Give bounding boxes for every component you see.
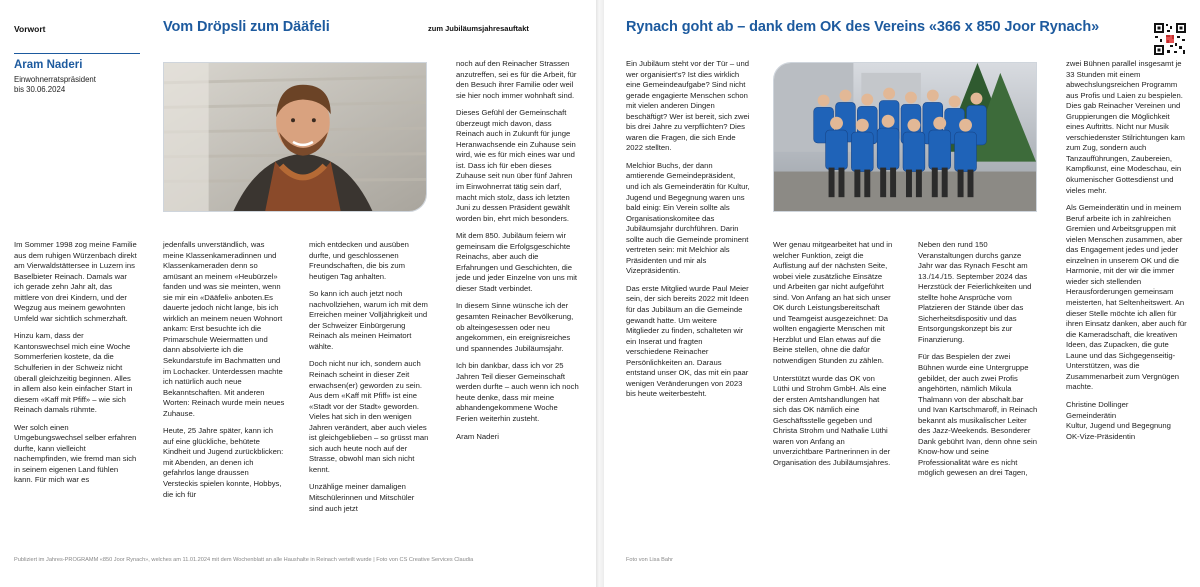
paragraph: Wer solch einen Umgebungswechsel selber erfahren durfte, kann vielleicht nachempfinden, wie fremd man sich in seinem eigenen Land fühlen kann. Für mich war es xyxy=(14,422,137,485)
topic-label: zum Jubiläumsjahresauftakt xyxy=(428,24,529,33)
author-role-line2: bis 30.06.2024 xyxy=(14,85,66,94)
paragraph: Neben den rund 150 Veranstaltungen durchs ganze Jahr war das Rynach Fescht am 13./14./15. September 2024 das Herzstück der Feierlichkeiten und stellte hohe Ansprüche vom Platzieren der Stände über das Sicherheitsdispositiv und das Entsorgungskonzept bis zur Finanzierung. xyxy=(918,240,1032,344)
paragraph: Mit dem 850. Jubiläum feiern wir gemeinsam die Erfolgsgeschichte Reinachs, aber auch die Erfahrungen und Geschichten, die jede und jeder Einzelne von uns mit dieser Stadt verbindet. xyxy=(456,231,578,293)
paragraph: So kann ich auch jetzt noch nachvollziehen, warum ich mit dem Erreichen meiner Volljährigkeit und der Schweizer Einbürgerung Reinach als meinen Heimatort wählte. xyxy=(309,289,428,351)
author-name: Aram Naderi xyxy=(14,59,83,71)
paragraph: Das erste Mitglied wurde Paul Meier sein, der sich bereits 2022 mit Ideen für das Jubiläum an die Gemeinde gewandt hatte. Um weitere Mitglieder zu finden, schalteten wir ein Inserat und fragten verschiedene Reinacher Persönlichkeiten an. Daraus entstand unser OK, das mit ein paar wenigen Veränderungen von 2023 bis heute weiterbesteht. xyxy=(626,283,749,399)
paragraph: Unzählige meiner damaligen Mitschülerinnen und Mitschüler sind auch jetzt xyxy=(309,482,415,513)
right-page xyxy=(604,0,1200,587)
qr-code-icon[interactable] xyxy=(1153,22,1187,56)
left-page xyxy=(0,0,596,587)
right-headline: Rynach goht ab – dank dem OK des Vereins «366 x 850 Joor Rynach» xyxy=(626,19,1100,35)
signature-name: Christine Dollinger xyxy=(1066,399,1129,409)
publication-footer: Publiziert im Jahres-PROGRAMM «850 Joor Rynach», welches am 11.01.2024 mit dem Wochenblatt an alle Haushalte in Reinach verteilt wurde | Foto von CS Creative Services Claudia xyxy=(14,557,474,563)
portrait-photo xyxy=(163,62,427,212)
paragraph: noch auf den Reinacher Strassen anzutreffen, sei es für die Arbeit, für den Besuch ihrer Familie oder weil sie hier noch immer wohnhaft sind. xyxy=(456,59,577,100)
signature-title: Gemeinderätin xyxy=(1066,410,1117,420)
team-group-photo xyxy=(773,62,1037,212)
paragraph: Ich bin dankbar, dass ich vor 25 Jahren Teil dieser Gemeinschaft werden durfte – auch wenn ich noch heute denke, dass mir meine abhandengekommene Woche Ferien weiterhin zusteht. xyxy=(456,361,579,423)
signature-department: Kultur, Jugend und Begegnung xyxy=(1066,421,1171,431)
paragraph: Im Sommer 1998 zog meine Familie aus dem ruhigen Würzenbach direkt am Vierwaldstättersee in Luzern ins Baselbieter Reinach. Damals war ich gerade zehn Jahr alt, das mittlere von drei Kindern, und der Wegzug aus meinem gewohnten Umfeld war sichtlich schmerzhaft. xyxy=(14,240,137,323)
paragraph: Als Gemeinderätin und in meinem Beruf arbeite ich in zahlreichen Gremien und Arbeitsgruppen mit vielen Menschen zusammen, aber das Engagement jedes und jeder einzelnen in unserem OK und die Harmonie, mit der wir die immer wieder sich stellenden Herausforderungen gemeinsam meisterten, hat Seltenheitswert. An dieser Stelle möchte ich allen für ihren Einsatz danken, aber auch für die Kameradschaft, die kreativen Ideen, das Zupacken, die gute Laune und das Sichgegenseitig-Unterstützen, was die Zusammenarbeit zum Vergnügen machte. xyxy=(1066,203,1187,392)
paragraph: zwei Bühnen parallel insgesamt je 33 Stunden mit einem abwechslungsreichen Programm aus Profis und Laien zu bespielen. Dies gab Reinacher Vereinen und Gruppierungen die Möglichkeit eines Auftritts. Nicht nur Musik verschiedenster Stilrichtungen kam zum Zug, sondern auch Tanzaufführungen, Zaubereien, Kampfkunst, eine Modeschau, ein ökumenischer Gottesdienst und vieles mehr. xyxy=(1066,59,1185,195)
paragraph: Dieses Gefühl der Gemeinschaft überzeugt mich davon, dass Reinach auch in Zukunft für junge Heranwachsende ein Zuhause sein wird, wie es für mich eines war und ist. Dass ich für eben dieses Zuhause seit nun über fünf Jahren im Einwohnerrat tätig sein darf, macht mich stolz, dass ich letzten Juni zu dessen Präsident gewählt worden bin, ehrt mich besonders. xyxy=(456,108,576,223)
signature-role: OK-Vize-Präsidentin xyxy=(1066,431,1136,441)
author-role xyxy=(14,75,96,95)
right-column-2 xyxy=(773,240,893,468)
left-column-2 xyxy=(163,240,285,500)
paragraph: Heute, 25 Jahre später, kann ich auf eine glückliche, behütete Kindheit und Jugend zurückblicken: mit Abenden, an denen ich gefahrlos lange draussen Versteckis spielen konnte, Hobbys, die ich für xyxy=(163,426,284,499)
author-role-line1: Einwohnerratspräsident xyxy=(14,75,96,84)
paragraph: Doch nicht nur ich, sondern auch Reinach scheint in dieser Zeit erwachsen(er) geworden zu sein. Aus dem «Kaff mit Pfiff» ist eine «Stadt vor der Stadt» geworden. Vieles hat sich in den wenigen Jahren verändert, aber auch vieles ist gleichgeblieben – so grüsst man sich auch heute noch auf der Strasse, obwohl man sich nicht kennt. xyxy=(309,359,429,474)
photo-credit: Foto von Lisa Bahr xyxy=(626,557,673,563)
paragraph: Melchior Buchs, der dann amtierende Gemeindepräsident, und ich als Gemeinderätin für Kultur, Jugend und Begegnung waren uns bald einig: Ein Verein sollte als Organisationskomitee das Jubiläumsjahr durchführen. Darin sollte auch die Gemeinde prominent vertreten sein: mit Melchior als Präsidenten und mir als Vizepräsidentin. xyxy=(626,160,750,276)
page-gutter xyxy=(596,0,604,587)
paragraph: Wer genau mitgearbeitet hat und in welcher Funktion, zeigt die Auflistung auf der nächsten Seite, wobei viele zusätzliche Einsätze und Arbeiten gar nicht aufgeführt sind. Von Anfang an hat sich unser OK durch Leistungsbereitschaft und Teamgeist ausgezeichnet: Da wollten engagierte Menschen mit Herzblut und Elan etwas auf die Beine stellen, ohne die dafür notwendigen Stunden zu zählen. xyxy=(773,240,893,366)
left-column-1 xyxy=(14,240,138,486)
author-rule xyxy=(14,53,140,54)
signature: Aram Naderi xyxy=(456,431,499,441)
paragraph: Ein Jubiläum steht vor der Tür – und wer organisiert's? Ist dies wirklich eine Gemeindeaufgabe? Sind nicht gerade engagierte Menschen schon mit vielen anderen Dingen beschäftigt? Wer ist bereit, sich zwei bis drei Jahre zu verpflichten? Dies waren die Fragen, die sich Ende 2022 stellten. xyxy=(626,59,750,153)
left-column-4 xyxy=(456,59,580,442)
paragraph: mich entdecken und ausüben durfte, und geschlossenen Freundschaften, die bis zum heutigen Tag anhalten. xyxy=(309,240,409,281)
left-column-3 xyxy=(309,240,430,514)
qr-code-graphic xyxy=(1153,22,1187,56)
section-kicker: Vorwort xyxy=(14,24,46,34)
right-column-1 xyxy=(626,59,750,400)
page-headline: Vom Dröpsli zum Dääfeli xyxy=(163,19,330,35)
paragraph: In diesem Sinne wünsche ich der gesamten Reinacher Bevölkerung, ob alteingesessen oder neu angekommen, ein ereignisreiches und spannendes Jubiläumsjahr. xyxy=(456,301,574,353)
paragraph: Unterstützt wurde das OK von Lüthi und Strohm GmbH. Als eine der ersten Amtshandlungen hat sich das OK nämlich eine Geschäftsstelle gegeben und Christa Strohm und Nathalie Lüthi waren von Anfang an unverzichtbare Partnerinnen in der Organisation des Jubiläumsjahres. xyxy=(773,373,891,467)
portrait-illustration xyxy=(164,63,426,211)
paragraph: jedenfalls unverständlich, was meine Klassenkameradinnen und Klassenkameraden denn so amüsant an meinem «Heubürzel» fanden und was sie meinten, wenn sie mir ein «Dääfeli» anboten.Es dauerte jedoch nicht lange, bis ich wirklich an meinem neuen Wohnort ankam: Erst besuchte ich die Primarschule Weiermatten und dann absolvierte ich die Sekundarstufe im Bachmatten und im Lochacker. Unterdessen machte ich natürlich auch neue Bekanntschaften. Mit anderen Worten: Reinach wurde mein neues Zuhause. xyxy=(163,240,285,418)
paragraph: Für das Bespielen der zwei Bühnen wurde eine Untergruppe gebildet, der auch zwei Profis angehörten, nämlich Mikula Thalmann von der abschalt.bar und Ivan Kartschmaroff, in Reinach bekannt als musikalischer Leiter des Jazz-Weekends. Besonderer Dank gebührt Ivan, denn ohne sein Know-how und seine Professionalität wäre es nicht möglich gewesen an drei Tagen, xyxy=(918,352,1038,478)
right-column-4 xyxy=(1066,59,1188,442)
paragraph: Hinzu kam, dass der Kantonswechsel mich eine Woche Sommerferien kostete, da die Schulferien in der Schweiz nicht überall gleichzeitig beginnen. Alles in allem also kein einfacher Start in diesem «Kaff mit Pfiff» – wie sich Reinach damals rühmte. xyxy=(14,331,133,415)
group-illustration xyxy=(774,63,1036,211)
right-column-3 xyxy=(918,240,1038,479)
